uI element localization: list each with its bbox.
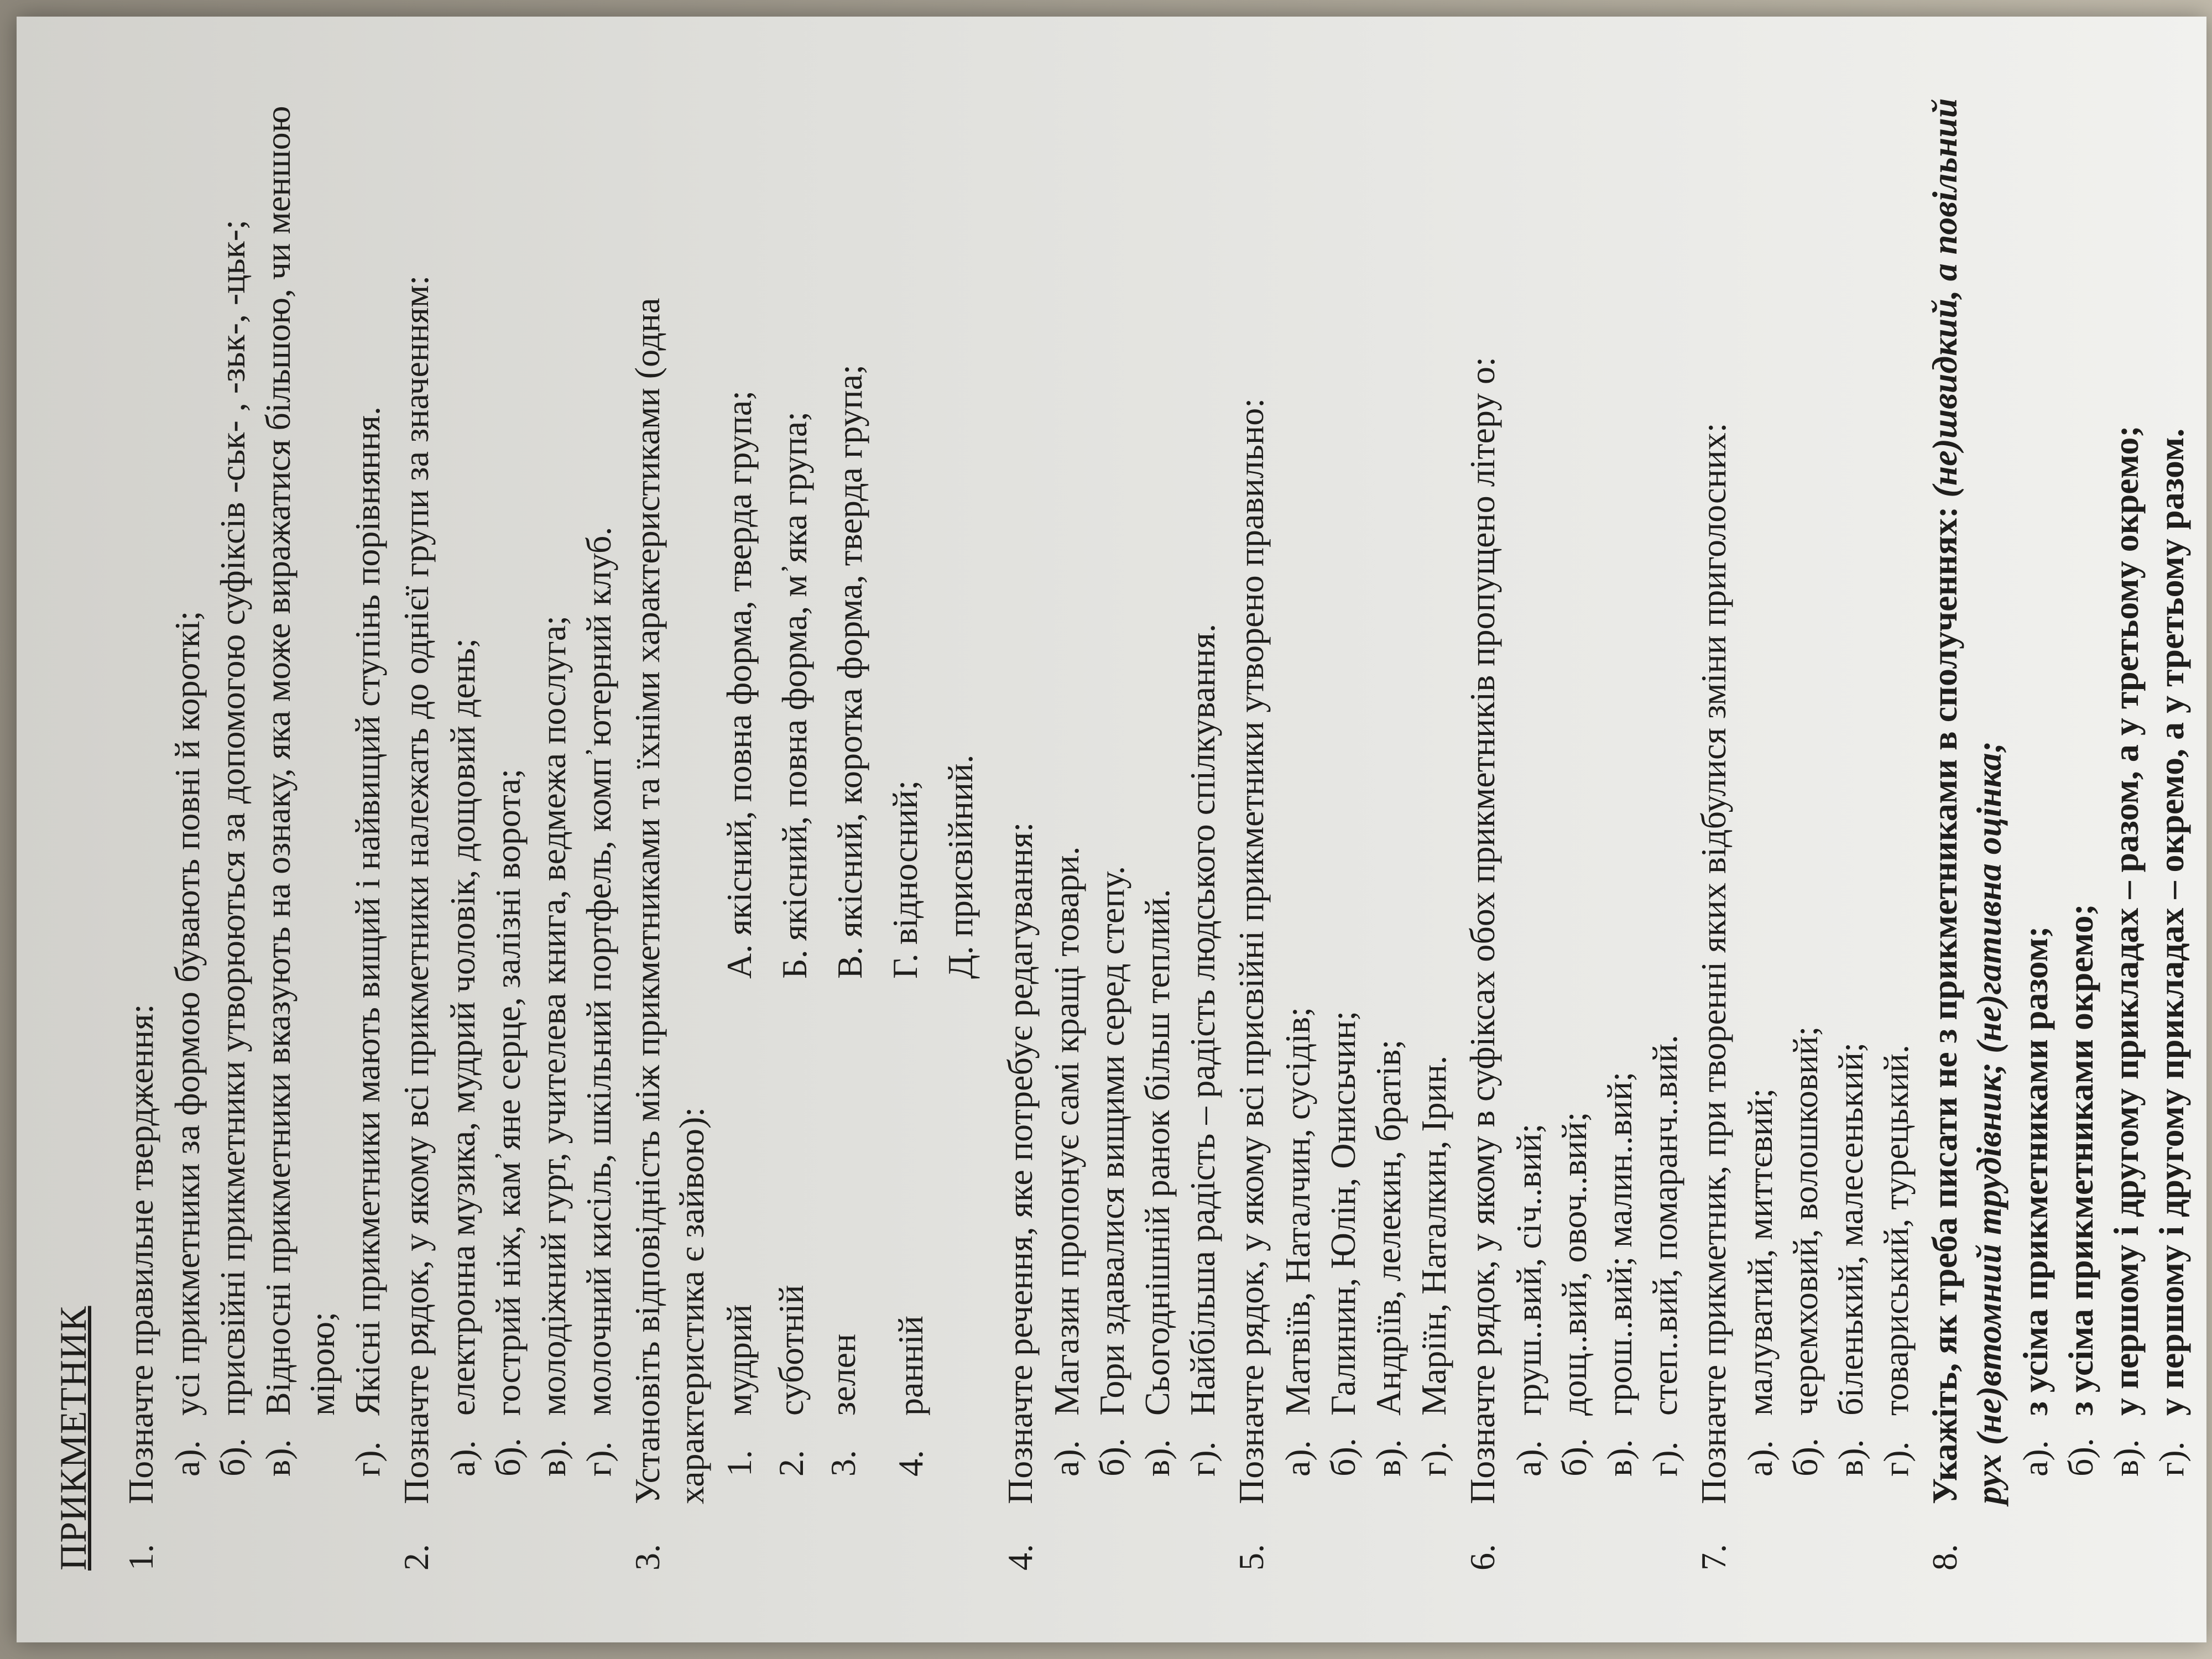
question-text: Позначте прикметник, при творенні яких відбулися зміни приголосних: <box>1694 422 1733 1504</box>
matching-characteristic: А. якісний, повна форма, тверда група; <box>719 390 759 979</box>
question-6-options <box>1507 83 1687 1477</box>
option-b: б). гострий ніж, кам᾽яне серце, залізні ворота; <box>488 769 528 1477</box>
option-v: в). у першому і другому прикладах – разом, а у третьому окремо; <box>2106 425 2146 1477</box>
option-a: а). електронна музика, мудрий чоловік, дощовий день; <box>443 638 482 1477</box>
matching-item: 3. зелен <box>823 1333 863 1477</box>
option-v: в). молодіжний гурт, учителева книга, ведмежа послуга; <box>534 615 573 1477</box>
option-b: б). черемховий, волошковий; <box>1786 1026 1825 1477</box>
question-8 <box>1923 83 2011 1571</box>
question-number: 5. <box>1232 1544 1271 1571</box>
question-text: Позначте речення, яке потребує редагування: <box>1000 822 1040 1504</box>
question-number: 6. <box>1463 1544 1502 1571</box>
matching-right-column <box>717 83 994 979</box>
question-4 <box>998 83 1042 1571</box>
option-b: б). присвійні прикметники утворюються за допомогою суфіксів -ськ- , -зьк-, -цьк-; <box>213 220 252 1477</box>
question-text: Позначте рядок, у якому всі присвійні прикметники утворено правильно: <box>1232 398 1271 1504</box>
question-number: 4. <box>1000 1544 1040 1571</box>
question-number: 1. <box>121 1544 160 1571</box>
question-text: Позначте рядок, у якому в суфіксах обох прикметників пропущено літеру о: <box>1463 357 1502 1504</box>
option-g: г). Маріїн, Наталкин, Ірин. <box>1414 1055 1453 1477</box>
option-g: г). товариський, турецький. <box>1876 1045 1916 1477</box>
matching-left-column <box>717 979 994 1477</box>
option-v: в). біленький, малесенький; <box>1831 1042 1870 1477</box>
paper-sheet <box>17 17 2206 1642</box>
question-text: Укажіть, як треба писати не з прикметниками в сполученнях: (не)швидкий, а повільний рух (не)втомний трудівник; (не)гативна оцінка; <box>1925 98 2008 1504</box>
question-number: 3. <box>628 1544 667 1571</box>
option-v: в). Відносні прикметники вказують на ознаку, яка може виражатися більшою, чи меншою мірою; <box>258 106 342 1477</box>
option-v: в). Сьогоднішній ранок більш теплий. <box>1138 889 1177 1477</box>
option-a: а). малуватий, миттєвий; <box>1740 1088 1780 1477</box>
matching-item: 1. мудрий <box>719 1304 759 1477</box>
question-text: Установіть відповідність між прикметниками та їхніми характеристиками (одна характеристика є зайвою): <box>628 298 711 1504</box>
option-b: б). Галинин, Юлін, Онисьчин; <box>1323 1010 1363 1477</box>
option-b: б). Гори здавалися вищими серед степу. <box>1092 865 1131 1477</box>
question-text: Позначте рядок, у якому всі прикметники належать до однієї групи за значенням: <box>397 275 436 1504</box>
matching-characteristic: Б. якісний, повна форма, м᾽яка група; <box>775 411 814 979</box>
option-b: б). дощ..вий, овоч..вий; <box>1554 1112 1594 1477</box>
question-1 <box>119 83 163 1571</box>
printed-page <box>17 33 2191 1626</box>
matching-characteristic: Г. відносний; <box>885 780 925 979</box>
question-8-options <box>2013 83 2194 1477</box>
matching-characteristic: Д. присвійний. <box>941 754 980 979</box>
question-examples: (не)швидкий, а повільний рух (не)втомний трудівник; (не)гативна оцінка; <box>1925 98 2008 1504</box>
question-2 <box>394 83 439 1571</box>
option-a: а). груш..вий, січ..вий; <box>1509 1123 1548 1477</box>
option-g: г). Найбільша радість – радість людського спілкування. <box>1183 623 1222 1477</box>
question-2-options <box>441 83 621 1477</box>
question-7 <box>1692 83 1736 1571</box>
question-6 <box>1460 83 1505 1571</box>
option-a: а). Матвіїв, Наталчин, сусідів; <box>1278 1006 1317 1477</box>
option-v: в). грош..вий; малин..вий; <box>1600 1072 1639 1477</box>
question-3 <box>625 83 714 1571</box>
option-b: б). з усіма прикметниками окремо; <box>2061 904 2100 1477</box>
question-5 <box>1229 83 1274 1571</box>
page-title: ПРИКМЕТНИК <box>52 1306 94 1571</box>
option-g: г). степ..вий, помаранч..вий. <box>1645 1035 1684 1477</box>
option-g: г). Якісні прикметники мають вищий і найвищий ступінь порівняння. <box>348 406 387 1477</box>
matching-table <box>717 83 994 1477</box>
question-1-options <box>165 83 390 1477</box>
option-a: а). Магазин пропонує самі кращі товари. <box>1047 846 1086 1477</box>
option-a: а). з усіма прикметниками разом; <box>2016 926 2055 1477</box>
question-number: 8. <box>1925 1544 1964 1571</box>
option-g: г). молочний кисіль, шкільний портфель, комп᾽ютерний клуб. <box>579 526 618 1477</box>
matching-item: 2. суботній <box>771 1285 811 1477</box>
option-g: г). у першому і другому прикладах – окремо, а у третьому разом. <box>2152 428 2191 1477</box>
question-number: 7. <box>1694 1544 1733 1571</box>
question-7-options <box>1738 83 1918 1477</box>
question-text: Позначте правильне твердження: <box>121 1004 160 1504</box>
question-number: 2. <box>397 1544 436 1571</box>
option-a: а). усі прикметники за формою бувають повні й короткі; <box>168 611 207 1477</box>
question-5-options <box>1276 83 1456 1477</box>
matching-characteristic: В. якісний, коротка форма, тверда група; <box>830 364 869 979</box>
question-4-options <box>1045 83 1225 1477</box>
option-v: в). Андріїв, лелекин, братів; <box>1369 1039 1408 1477</box>
matching-item: 4. ранній <box>891 1316 930 1477</box>
